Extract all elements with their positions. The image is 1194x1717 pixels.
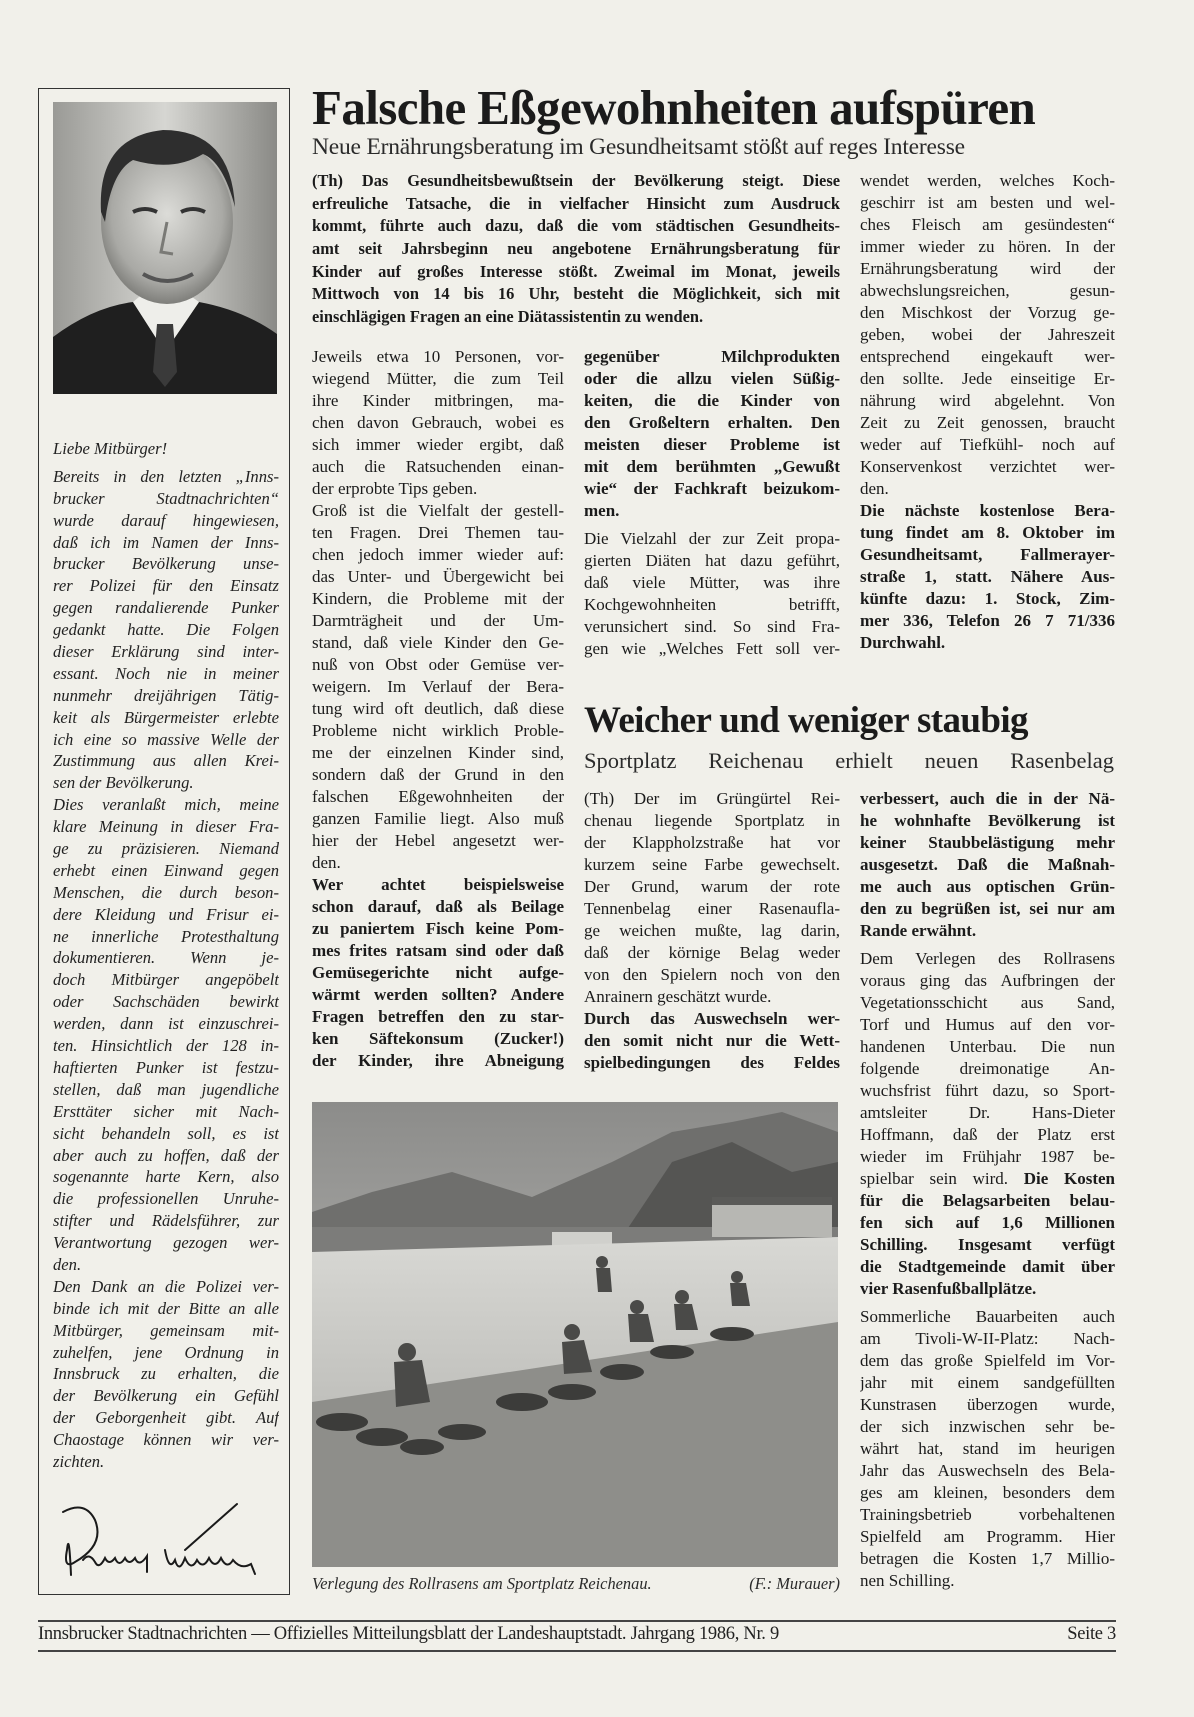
- text-line: klare Meinung in dieser Fra-: [53, 817, 279, 837]
- mixed-regular: spielbar sein wird.: [860, 1169, 1009, 1188]
- text-line: tung findet am 8. Oktober im: [860, 523, 1115, 542]
- text-line: wie“ der Fachkraft beizukom-: [584, 479, 840, 498]
- text-line: Kochgewohnheiten betrifft,: [584, 595, 840, 614]
- caption-text: Verlegung des Rollrasens am Sportplatz Reichenau.: [312, 1574, 652, 1593]
- paragraph: [860, 1306, 1115, 1592]
- text-line: essant. Noch nie in meiner: [53, 663, 279, 683]
- article1-column-2: [584, 346, 840, 660]
- text-line: abwechslungsreichen, gesun-: [860, 281, 1115, 300]
- text-line: (Th) Der im Grüngürtel Rei-: [584, 789, 840, 808]
- text-line: gegenüber Milchprodukten: [584, 347, 840, 366]
- text-line: am Tivoli-W-II-Platz: Nach-: [860, 1329, 1115, 1348]
- text-line: die professionellen Unruhe-: [53, 1189, 279, 1209]
- text-line: der sich inzwischen sehr be-: [860, 1417, 1115, 1436]
- text-line: ge weichen mußte, lag darin,: [584, 921, 840, 940]
- text-line: Mittwoch von 14 bis 16 Uhr, besteht die Möglichkeit, sich mit: [312, 284, 840, 304]
- page-footer: [38, 1624, 1116, 1645]
- text-line: Dem Verlegen des Rollrasens: [860, 949, 1115, 968]
- text-line: tung wird oft deutlich, daß diese: [312, 699, 564, 718]
- text-line: Trainingsbetrieb vorbehaltenen: [860, 1505, 1115, 1524]
- paragraph-bold: [860, 500, 1115, 654]
- paragraph-bold: [860, 1190, 1115, 1300]
- text-line: zu paniertem Fisch keine Pom-: [312, 919, 564, 938]
- text-line: Kunstrasen überzogen wurde,: [860, 1395, 1115, 1414]
- text-line: Probleme nicht wirklich Proble-: [312, 721, 564, 740]
- text-line: chenau liegende Sportplatz in: [584, 811, 840, 830]
- text-line: Anrainern geschätzt wurde.: [584, 987, 772, 1006]
- publication-info: Innsbrucker Stadtnachrichten — Offizielles Mitteilungsblatt der Landeshauptstadt. Jahrgang 1986, Nr. 9: [38, 1624, 779, 1644]
- text-line: haftierten Punker ist festzu-: [53, 1057, 279, 1077]
- text-line: kommt, führte auch dazu, daß die vom städtischen Gesundheits-: [312, 216, 840, 236]
- text-line: wärmt werden sollten? Andere: [312, 985, 564, 1004]
- text-line: Fragen betreffen den zu star-: [312, 1007, 564, 1026]
- text-line: einschlägigen Fragen an eine Diätassistentin zu wenden.: [312, 307, 704, 327]
- text-line: he wohnhafte Bevölkerung ist: [860, 811, 1115, 830]
- text-line: Die Vielzahl der zur Zeit propa-: [584, 529, 840, 548]
- text-line: Tennenbelag einer Rasenaufla-: [584, 899, 840, 918]
- text-line: geben, wobei der Jahreszeit: [860, 325, 1115, 344]
- photo-credit: (F.: Murauer): [749, 1574, 840, 1593]
- text-line: keit als Bürgermeister erlebte: [53, 707, 279, 727]
- text-line: der Kinder, ihre Abneigung: [312, 1051, 564, 1070]
- text-line: stellen, daß man jugendliche: [53, 1079, 279, 1099]
- letter-paragraph: [53, 1276, 279, 1473]
- text-line: voraus ging das Aufbringen der: [860, 971, 1115, 990]
- text-line: weder auf Tiefkühl- noch auf: [860, 435, 1115, 454]
- text-line: ten Fragen. Drei Themen tau-: [312, 523, 564, 542]
- text-line: ihre Kinder mitbringen, ma-: [312, 391, 564, 410]
- photo-caption: [312, 1574, 840, 1594]
- mayor-portrait: [53, 102, 277, 394]
- text-line: hier der Hebel angesetzt wer-: [312, 831, 564, 850]
- text-line: Dies veranlaßt mich, meine: [53, 795, 279, 815]
- text-line: handenen Unterbau. Die nun: [860, 1037, 1115, 1056]
- text-line: Schilling. Insgesamt verfügt: [860, 1235, 1115, 1254]
- text-line: den zu begrüßen ist, sei nur am: [860, 899, 1115, 918]
- text-line: straße 1, statt. Nähere Aus-: [860, 567, 1115, 586]
- text-line: erhebt einen Einwand gegen: [53, 860, 279, 880]
- text-line: den.: [53, 1254, 82, 1274]
- article2-subheadline: Sportplatz Reichenau erhielt neuen Rasenbelag: [584, 748, 1114, 773]
- paragraph-bold: [584, 346, 840, 522]
- text-line: für die Belagsarbeiten belau-: [860, 1191, 1115, 1210]
- text-line: chen jedoch immer wieder auf:: [312, 545, 564, 564]
- text-line: Torf und Humus auf den vor-: [860, 1015, 1115, 1034]
- text-line: den Mischkost der Vorzug ge-: [860, 303, 1115, 322]
- text-line: ken Säftekonsum (Zucker!): [312, 1029, 564, 1048]
- letter-greeting: Liebe Mitbürger!: [53, 439, 168, 458]
- paragraph-bold: [312, 874, 564, 1072]
- text-line: meisten dieser Probleme ist: [584, 435, 840, 454]
- text-line: von den Spielern noch von den: [584, 965, 840, 984]
- page-number: Seite 3: [1067, 1624, 1116, 1644]
- text-line: rer Polizei für den Einsatz: [53, 576, 279, 596]
- text-line: das Unter- und Übergewicht bei: [312, 567, 564, 586]
- text-line: mer 336, Telefon 26 7 71/336: [860, 611, 1115, 630]
- paragraph: [312, 346, 564, 500]
- text-line: gedankt hatte. Die Folgen: [53, 620, 279, 640]
- text-line: daß viele Mütter, was ihre: [584, 573, 840, 592]
- text-line: ten. Hinsichtlich der 128 in-: [53, 1036, 279, 1056]
- text-line: dieser Erklärung sind inter-: [53, 642, 279, 662]
- text-line: nuß von Obst oder Gemüse ver-: [312, 655, 564, 674]
- text-line: der Geborgenheit gibt. Auf: [53, 1408, 279, 1428]
- text-line: Hoffmann, daß der Platz erst: [860, 1125, 1115, 1144]
- text-line: währt hat, stand im heurigen: [860, 1439, 1115, 1458]
- text-line: gen wie „Welches Fett soll ver-: [584, 639, 840, 658]
- text-line: der Klappholzstraße hat vor: [584, 833, 840, 852]
- text-line: doch Mitbürger angepöbelt: [53, 970, 279, 990]
- text-line: der Bevölkerung ein Gefühl: [53, 1386, 279, 1406]
- text-line: verunsichert sind. So sind Fra-: [584, 617, 840, 636]
- text-line: vier Rasenfußballplätze.: [860, 1279, 1037, 1298]
- text-line: (Th) Das Gesundheitsbewußtsein der Bevölkerung steigt. Diese: [312, 171, 840, 190]
- text-line: Vegetationsschicht aus Sand,: [860, 993, 1115, 1012]
- text-line: nährung wird abgelehnt. Von: [860, 391, 1115, 410]
- text-line: Konservenkost verzichtet wer-: [860, 457, 1115, 476]
- text-line: keiner Staubbelästigung mehr: [860, 833, 1115, 852]
- mixed-bold: Die Kosten: [1023, 1169, 1116, 1188]
- text-line: ches Fleisch am gesündesten“: [860, 215, 1115, 234]
- text-line: Durch das Auswechseln wer-: [584, 1009, 840, 1028]
- text-line: ausgesetzt. Daß die Maßnah-: [860, 855, 1115, 874]
- text-line: Der Grund, warum der rote: [584, 877, 840, 896]
- text-line: brucker Stadtnachrichten“: [53, 488, 279, 508]
- text-line: me der einzelnen Kinder sind,: [312, 743, 564, 762]
- text-line: Zustimmung aus allen Krei-: [53, 751, 279, 771]
- text-line: Kinder auf großes Interesse stößt. Zweimal im Monat, jeweils: [312, 261, 840, 281]
- text-line: aber auch zu hoffen, daß der: [53, 1145, 279, 1165]
- article-headline: Falsche Eßgewohnheiten aufspüren: [312, 80, 1036, 135]
- text-line: Ersttäter sicher mit Nach-: [53, 1101, 279, 1121]
- text-line: gierten Diäten hat dazu geführt,: [584, 551, 840, 570]
- text-line: erfreuliche Tatsache, die in vielfacher Hinsicht zum Ausdruck: [312, 193, 840, 213]
- text-line: sogenannte harte Kern, also: [53, 1167, 279, 1187]
- article1-column-1: [312, 346, 564, 1072]
- text-line: wieder im Frühjahr 1987 be-: [860, 1147, 1115, 1166]
- text-line: jahr mit einem sandgefüllten: [860, 1373, 1115, 1392]
- text-line: ne innerliche Protesthaltung: [53, 926, 279, 946]
- text-line: die Stadtgemeinde damit über: [860, 1257, 1115, 1276]
- article2-headline: Weicher und weniger staubig: [584, 700, 1028, 741]
- article-subheadline: Neue Ernährungsberatung im Gesundheitsamt stößt auf reges Interesse: [312, 134, 965, 160]
- sportplatz-photo: [312, 1102, 838, 1567]
- mayor-letter: [53, 438, 279, 1473]
- text-line: der erprobte Tips geben.: [312, 479, 478, 498]
- text-line: keiten, die die Kinder von: [584, 391, 840, 410]
- article2-column-2: [860, 788, 1115, 1592]
- text-line: mes frites ratsam sind oder daß: [312, 941, 564, 960]
- text-line: sich immer wieder ergibt, daß: [312, 435, 564, 454]
- text-line: gegen randalierende Punker: [53, 598, 279, 618]
- text-line: den sollte. Jede einseitige Er-: [860, 369, 1115, 388]
- text-line: Gesundheitsamt, Fallmerayer-: [860, 545, 1115, 564]
- text-line: men.: [584, 501, 620, 520]
- text-line: me auch aus optischen Grün-: [860, 877, 1115, 896]
- text-line: Wer achtet beispielsweise: [312, 875, 564, 894]
- letter-paragraph: [53, 794, 279, 1276]
- text-line: daß der körnige Belag weder: [584, 943, 840, 962]
- text-line: auch die Ratsuchenden einan-: [312, 457, 564, 476]
- text-line: sen der Bevölkerung.: [53, 773, 194, 793]
- footer-rule-bottom: [38, 1650, 1116, 1652]
- text-line: fen sich auf 1,6 Millionen: [860, 1213, 1115, 1232]
- text-line: wendet werden, welches Koch-: [860, 171, 1115, 190]
- text-line: spielbedingungen des Feldes: [584, 1053, 840, 1072]
- text-line: Den Dank an die Polizei ver-: [53, 1276, 279, 1296]
- text-line: amt seit Jahrsbeginn neu angebotene Ernährungsberatung für: [312, 239, 840, 259]
- paragraph-bold: [860, 788, 1115, 942]
- text-line: den somit nicht nur die Wett-: [584, 1031, 840, 1050]
- mixed-line: [860, 1168, 1115, 1190]
- text-line: werden, dann ist einzuschrei-: [53, 1014, 279, 1034]
- text-line: den.: [860, 479, 889, 498]
- text-line: dere Kleidung und Frisur ei-: [53, 904, 279, 924]
- text-line: nen Schilling.: [860, 1571, 955, 1590]
- text-line: brucker Bevölkerung unse-: [53, 554, 279, 574]
- text-line: Jeweils etwa 10 Personen, vor-: [312, 347, 564, 366]
- text-line: sondern daß der Grund in den: [312, 765, 564, 784]
- text-line: binde ich mit der Bitte an alle: [53, 1298, 279, 1318]
- text-line: ges am kleinen, besonders dem: [860, 1483, 1115, 1502]
- text-line: künfte dazu: 1. Stock, Zim-: [860, 589, 1115, 608]
- text-line: schon darauf, daß als Beilage: [312, 897, 564, 916]
- text-line: kurzem seine Farbe gewechselt.: [584, 855, 840, 874]
- text-line: den Großeltern erhalten. Den: [584, 413, 840, 432]
- text-line: falschen Eßgewohnheiten der: [312, 787, 564, 806]
- article2-column-1: [584, 788, 840, 1074]
- text-line: Ernährungsberatung wird der: [860, 259, 1115, 278]
- text-line: nunmehr dreijährigen Tätig-: [53, 685, 279, 705]
- text-line: Gemüsegerichte nicht aufge-: [312, 963, 564, 982]
- paragraph: [312, 500, 564, 874]
- text-line: Jahr das Auswechseln des Bela-: [860, 1461, 1115, 1480]
- text-line: dokumentieren. Wenn je-: [53, 948, 279, 968]
- text-line: Darmträgheit und der Um-: [312, 611, 564, 630]
- text-line: immer wieder zu hören. In der: [860, 237, 1115, 256]
- text-line: Die nächste kostenlose Bera-: [860, 501, 1115, 520]
- text-line: verbessert, auch die in der Nä-: [860, 789, 1115, 808]
- text-line: Groß ist die Vielfalt der gestell-: [312, 501, 564, 520]
- text-line: Kindern, die Probleme mit der: [312, 589, 564, 608]
- text-line: wiegend Mütter, die zum Teil: [312, 369, 564, 388]
- text-line: wurde darauf hingewiesen,: [53, 510, 279, 530]
- text-line: Mitbürger, gemeinsam mit-: [53, 1320, 279, 1340]
- text-line: ganzen Familie liegt. Also muß: [312, 809, 564, 828]
- text-line: Spielfeld am Programm. Hier: [860, 1527, 1115, 1546]
- text-line: stifter und Rädelsführer, zur: [53, 1211, 279, 1231]
- text-line: daß ich im Namen der Inns-: [53, 532, 279, 552]
- paragraph: [860, 948, 1115, 1168]
- text-line: geschirr ist am besten und wel-: [860, 193, 1115, 212]
- text-line: mit dem berühmten „Gewußt: [584, 457, 840, 476]
- text-line: Innsbruck zu erhalten, die: [53, 1364, 279, 1384]
- paragraph: [860, 170, 1115, 500]
- text-line: Durchwahl.: [860, 633, 946, 652]
- letter-paragraph: [53, 466, 279, 794]
- text-line: Menschen, die durch beson-: [53, 882, 279, 902]
- text-line: Verantwortung gezogen wer-: [53, 1233, 279, 1253]
- text-line: zichten.: [53, 1451, 105, 1471]
- text-line: Bereits in den letzten „Inns-: [53, 466, 279, 486]
- text-line: betragen die Kosten 1,7 Millio-: [860, 1549, 1115, 1568]
- text-line: Zeit zu Zeit genossen, braucht: [860, 413, 1115, 432]
- mayor-signature: [55, 1500, 280, 1580]
- text-line: ich eine so massive Welle der: [53, 729, 279, 749]
- article-intro: [312, 170, 840, 329]
- text-line: oder die allzu vielen Süßig-: [584, 369, 840, 388]
- paragraph: [584, 788, 840, 1008]
- paragraph: [584, 528, 840, 660]
- text-line: oder Sachschäden bewirkt: [53, 992, 279, 1012]
- text-line: wuchsfrist führt dazu, so Sport-: [860, 1081, 1115, 1100]
- text-line: Rande erwähnt.: [860, 921, 977, 940]
- paragraph-bold: [584, 1008, 840, 1074]
- text-line: ge zu präzisieren. Niemand: [53, 839, 279, 859]
- text-line: folgende dreimonatige An-: [860, 1059, 1115, 1078]
- text-line: weigern. Im Verlauf der Bera-: [312, 677, 564, 696]
- text-line: Sommerliche Bauarbeiten auch: [860, 1307, 1115, 1326]
- text-line: Chaostage können wir ver-: [53, 1430, 279, 1450]
- footer-rule-top: [38, 1620, 1116, 1622]
- text-line: zuhelfen, jene Ordnung in: [53, 1342, 279, 1362]
- text-line: chen davon Gebrauch, wobei es: [312, 413, 564, 432]
- text-line: sicht behandeln soll, es ist: [53, 1123, 279, 1143]
- text-line: amtsleiter Dr. Hans-Dieter: [860, 1103, 1115, 1122]
- article1-column-3: [860, 170, 1115, 654]
- text-line: entsprechend eingekauft wer-: [860, 347, 1115, 366]
- text-line: dem das große Spielfeld im Vor-: [860, 1351, 1115, 1370]
- text-line: den.: [312, 853, 341, 872]
- text-line: stand, daß viele Kinder den Ge-: [312, 633, 564, 652]
